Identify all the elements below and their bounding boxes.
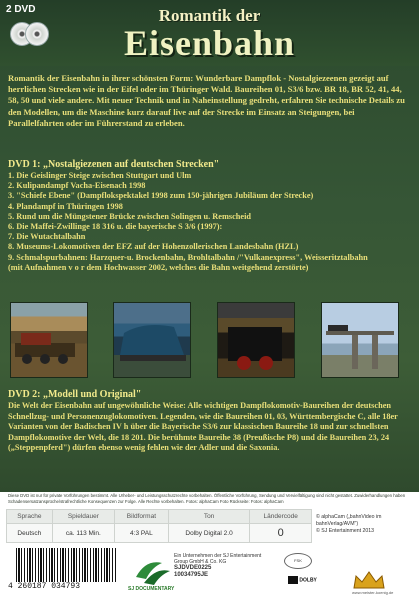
- spec-header: Sprache: [7, 510, 53, 524]
- fsk-icon: FSK: [284, 553, 312, 569]
- crown-logo-icon: [352, 570, 386, 590]
- spec-header: Spieldauer: [52, 510, 114, 524]
- region-code-value: 0: [250, 524, 312, 543]
- dvd1-item: 7. Die Wutachtalbahn: [8, 232, 86, 242]
- spec-header: Ton: [168, 510, 250, 524]
- spec-header: Ländercode: [250, 510, 312, 524]
- credit-line: © alphaCam („bahnVideo im bahnVerlag/AVM"): [316, 514, 382, 527]
- dolby-icon: [288, 576, 298, 584]
- intro-text: Romantik der Eisenbahn in ihrer schönsten Form: Wunderbare Dampflok - Nostalgiezeenen gezeigt auf herrlichen Strecken wie in der Eifel oder im Thüringer Wald. Baureihen 01, S3/6 bzw. BR 18, BR 52, 41, 44, 58, 50 und viele andere. Mit neuer Technik und in Naheinstellung gedreht, erfahren Sie technische Details zu den Modellen, um die Maschine kurz darauf live auf der Strecke im Einsatz an Steigungen, bei Parallelfahrten oder im Führerstand zu erleben.: [8, 73, 405, 128]
- dvd2-section: [8, 388, 412, 454]
- publisher-line: Ein Unternehmen der SJ Entertainment Group GmbH & Co. KG: [174, 553, 262, 566]
- dvd1-item: 3. "Schiefe Ebene" (Dampflokspektakel 1998 zum 150-jährigen Jubiläum der Strecke): [8, 191, 314, 201]
- crown-logo-text: www.meister-koenig.de: [352, 590, 394, 595]
- dvd2-heading: DVD 2: „Modell und Original": [8, 389, 142, 400]
- dvd2-body: Die Welt der Eisenbahn auf ungewöhnliche Weise: Alle wichtigen Dampflokomotiv-Baureihen der deutschen Schnellzug- und Personenzuglokomotiven. Legenden, wie die Baureihen 01, 03, Württembergische C, alle 18er Varianten von der Badischen IV h über die Bayerische S3/6 zur klassischen Baureihe 18 und zur schnellsten Dampflokomotive der Welt, die 18 201. Die berühmte Baureihe 38 (Preußische P8) und die Baureihen 23, 24 („Steppenpferd") dürfen ebenso wenig fehlen wie der Adler und die Saxonia.: [8, 401, 398, 453]
- spec-table: [6, 509, 312, 543]
- viaduct-photo: [321, 302, 399, 378]
- spec-value: 4:3 PAL: [115, 524, 169, 543]
- barcode-bars: [16, 548, 116, 582]
- barcode: [8, 548, 120, 590]
- dvd1-item: 5. Rund um die Müngstener Brücke zwischen Solingen u. Remscheid: [8, 211, 252, 221]
- barcode-number: 4 260187 034793: [8, 582, 81, 591]
- credit-line: © SJ Entertainment 2013: [316, 527, 375, 534]
- dvd1-item: 4. Plandampf in Thüringen 1998: [8, 201, 123, 211]
- dvd1-item: (mit Aufnahmen v o r dem Hochwasser 2002, welches die Bahn weitgehend zerstörte): [8, 262, 309, 272]
- publisher-info: [174, 553, 274, 578]
- dvd1-item: 8. Museums-Lokomotiven der EFZ auf der Hohenzollerischen Landesbahn (HZL): [8, 242, 299, 252]
- dvd1-item: 9. Schmalspurbahnen: Harzquer-u. Brockenbahn, Brohltalbahn /"Vulkanexpress", Weisseritztalbahn: [8, 252, 368, 262]
- streamlined-loco-photo: [113, 302, 191, 378]
- dvd1-section: [8, 158, 412, 273]
- publisher-code: SJDVDE0225: [174, 565, 212, 572]
- sj-logo-text: SJ DOCUMENTARY: [128, 586, 175, 592]
- credits: [316, 514, 414, 534]
- sj-documentary-logo-icon: [132, 553, 172, 589]
- steam-loco-photo: [217, 302, 295, 378]
- model-railway-photo: [10, 302, 88, 378]
- legal-fine-print: Diese DVD ist nur für private Vorführungen bestimmt. Alle Urheber- und Leistungsschutzrechte vorbehalten. Öffentliche Vorführung, Sendung und Vervielfältigung sind nicht gestattet. Zuwiderhandlungen haben Schadensersatzansprüche/strafrechtliche Konsequenzen zur Folge. Alle Rechte vorbehalten. Fotos: alphaCam Foto Rückseite: Fotos: alphaCam: [8, 493, 406, 504]
- title-line-2: Eisenbahn: [123, 23, 296, 63]
- publisher-code: 10034795JE: [174, 571, 209, 578]
- dolby-text: DOLBY: [299, 577, 317, 584]
- dvd-count-label: 2 DVD: [6, 4, 36, 15]
- spec-value: Deutsch: [7, 524, 53, 543]
- photo-strip: [10, 302, 410, 378]
- spec-value: Dolby Digital 2.0: [168, 524, 250, 543]
- spec-value: ca. 113 Min.: [52, 524, 114, 543]
- dvd1-item: 1. Die Geislinger Steige zwischen Stuttgart und Ulm: [8, 171, 192, 180]
- dvd1-item: 2. Kulipandampf Vacha-Eisenach 1998: [8, 181, 146, 191]
- title-line-1: Romantik der: [158, 6, 261, 25]
- spec-header: Bildformat: [115, 510, 169, 524]
- dvd1-item: 6. Die Maffei-Zwillinge 18 316 u. die bayerische S 3/6 (1997):: [8, 222, 223, 232]
- dvd1-heading: DVD 1: „Nostalgiezenen auf deutschen Strecken": [8, 159, 220, 170]
- dolby-logo: [288, 576, 328, 588]
